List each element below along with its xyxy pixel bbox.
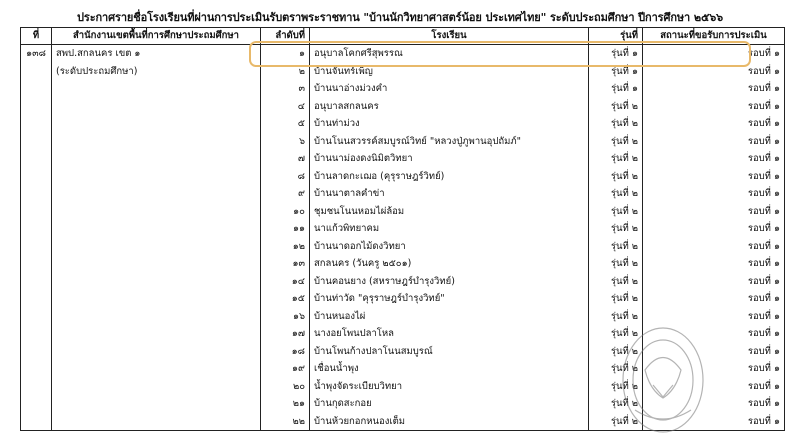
row-order: ๑๖ (261, 308, 310, 326)
table-row (21, 63, 785, 81)
row-status: รอบที่ ๑ (643, 203, 785, 221)
row-round: รุ่นที่ ๑ (589, 63, 643, 81)
table-row (21, 80, 785, 98)
row-school: บ้านคอนยาง (สหราษฎร์บำรุงวิทย์) (310, 273, 589, 291)
row-status: รอบที่ ๑ (643, 378, 785, 396)
row-status: รอบที่ ๑ (643, 255, 785, 273)
row-order: ๗ (261, 150, 310, 168)
row-order: ๓ (261, 80, 310, 98)
row-round: รุ่นที่ ๒ (589, 413, 643, 431)
row-no: ๑๓๘ (21, 45, 52, 63)
row-status: รอบที่ ๑ (643, 185, 785, 203)
row-school: บ้านลาดกะเฌอ (คุรุราษฎร์วิทย์) (310, 168, 589, 186)
row-round: รุ่นที่ ๒ (589, 133, 643, 151)
row-school: บ้านห้วยกอกหนองเต็ม (310, 413, 589, 431)
row-school: เชื่อนน้ำพุง (310, 360, 589, 378)
row-no (21, 308, 52, 326)
row-order: ๑ (261, 45, 310, 63)
row-office (52, 378, 261, 396)
row-status: รอบที่ ๑ (643, 273, 785, 291)
table-row (21, 290, 785, 308)
row-school: นาแก้วพิทยาคม (310, 220, 589, 238)
row-no (21, 185, 52, 203)
row-no (21, 133, 52, 151)
row-round: รุ่นที่ ๒ (589, 203, 643, 221)
table-row (21, 360, 785, 378)
row-status: รอบที่ ๑ (643, 343, 785, 361)
header-order: ลำดับที่ (261, 28, 310, 45)
row-office (52, 413, 261, 431)
page-title: ประกาศรายชื่อโรงเรียนที่ผ่านการประเมินรับตราพระราชทาน "บ้านนักวิทยาศาสตร์น้อย ประเทศไทย" ระดับประถมศึกษา ปีการศึกษา ๒๕๖๖ (77, 11, 723, 24)
row-school: บ้านนาตาลคำข่า (310, 185, 589, 203)
row-no (21, 325, 52, 343)
row-status: รอบที่ ๑ (643, 238, 785, 256)
row-school: บ้านหนองไผ่ (310, 308, 589, 326)
row-office: สพป.สกลนคร เขต ๑ (52, 45, 261, 63)
row-round: รุ่นที่ ๒ (589, 115, 643, 133)
header-office: สำนักงานเขตพื้นที่การศึกษาประถมศึกษา (52, 28, 261, 45)
table-header-row (21, 28, 785, 45)
row-order: ๒๐ (261, 378, 310, 396)
row-order: ๑๓ (261, 255, 310, 273)
row-school: บ้านนาม่องดงนิมิตวิทยา (310, 150, 589, 168)
table-row (21, 238, 785, 256)
row-no (21, 115, 52, 133)
row-round: รุ่นที่ ๒ (589, 308, 643, 326)
table-row (21, 308, 785, 326)
row-school: บ้านท่าวัด "คุรุราษฎร์บำรุงวิทย์" (310, 290, 589, 308)
row-no (21, 273, 52, 291)
row-order: ๒ (261, 63, 310, 81)
table-row (21, 115, 785, 133)
row-no (21, 360, 52, 378)
row-office (52, 168, 261, 186)
row-status: รอบที่ ๑ (643, 168, 785, 186)
row-office (52, 325, 261, 343)
table-row (21, 203, 785, 221)
row-status: รอบที่ ๑ (643, 360, 785, 378)
row-school: บ้านท่าม่วง (310, 115, 589, 133)
row-office (52, 185, 261, 203)
row-office (52, 308, 261, 326)
row-order: ๖ (261, 133, 310, 151)
row-round: รุ่นที่ ๒ (589, 150, 643, 168)
row-status: รอบที่ ๑ (643, 80, 785, 98)
row-round: รุ่นที่ ๒ (589, 185, 643, 203)
row-school: บ้านนาอ่างม่วงคำ (310, 80, 589, 98)
row-round: รุ่นที่ ๒ (589, 273, 643, 291)
table-row (21, 255, 785, 273)
row-school: อนุบาลสกลนคร (310, 98, 589, 116)
row-status: รอบที่ ๑ (643, 290, 785, 308)
row-order: ๑๑ (261, 220, 310, 238)
row-status: รอบที่ ๑ (643, 45, 785, 63)
row-status: รอบที่ ๑ (643, 325, 785, 343)
table-row (21, 150, 785, 168)
row-office (52, 360, 261, 378)
row-no (21, 220, 52, 238)
row-round: รุ่นที่ ๑ (589, 80, 643, 98)
table-row (21, 343, 785, 361)
row-order: ๑๗ (261, 325, 310, 343)
table-row (21, 273, 785, 291)
table-row (21, 185, 785, 203)
row-order: ๒๒ (261, 413, 310, 431)
table-row (21, 98, 785, 116)
table-row (21, 325, 785, 343)
row-office (52, 80, 261, 98)
row-school: อนุบาลโคกศรีสุพรรณ (310, 45, 589, 63)
row-round: รุ่นที่ ๒ (589, 360, 643, 378)
row-round: รุ่นที่ ๒ (589, 220, 643, 238)
table-row (21, 45, 785, 63)
school-table (20, 27, 785, 431)
row-no (21, 343, 52, 361)
table-row (21, 220, 785, 238)
row-round: รุ่นที่ ๒ (589, 290, 643, 308)
row-status: รอบที่ ๑ (643, 395, 785, 413)
row-order: ๕ (261, 115, 310, 133)
row-school: บ้านโพนก้างปลาโนนสมบูรณ์ (310, 343, 589, 361)
row-round: รุ่นที่ ๑ (589, 45, 643, 63)
row-office (52, 273, 261, 291)
row-order: ๘ (261, 168, 310, 186)
row-order: ๒๑ (261, 395, 310, 413)
row-office (52, 290, 261, 308)
row-no (21, 255, 52, 273)
row-order: ๔ (261, 98, 310, 116)
row-office (52, 220, 261, 238)
row-round: รุ่นที่ ๒ (589, 325, 643, 343)
table-row (21, 133, 785, 151)
row-status: รอบที่ ๑ (643, 115, 785, 133)
row-office (52, 238, 261, 256)
row-office: (ระดับประถมศึกษา) (52, 63, 261, 81)
row-order: ๑๐ (261, 203, 310, 221)
row-status: รอบที่ ๑ (643, 413, 785, 431)
header-school: โรงเรียน (310, 28, 589, 45)
row-status: รอบที่ ๑ (643, 308, 785, 326)
row-office (52, 98, 261, 116)
row-no (21, 80, 52, 98)
row-office (52, 255, 261, 273)
table-row (21, 413, 785, 431)
row-no (21, 395, 52, 413)
row-round: รุ่นที่ ๒ (589, 98, 643, 116)
row-round: รุ่นที่ ๒ (589, 378, 643, 396)
row-school: ชุมชนโนนหอมไผ่ล้อม (310, 203, 589, 221)
row-school: บ้านกุดสะกอย (310, 395, 589, 413)
row-no (21, 290, 52, 308)
row-status: รอบที่ ๑ (643, 220, 785, 238)
row-status: รอบที่ ๑ (643, 98, 785, 116)
row-office (52, 203, 261, 221)
row-order: ๙ (261, 185, 310, 203)
row-no (21, 63, 52, 81)
row-school: นางอยโพนปลาโหล (310, 325, 589, 343)
row-no (21, 98, 52, 116)
table-row (21, 168, 785, 186)
row-order: ๑๔ (261, 273, 310, 291)
table-body (21, 45, 785, 431)
row-no (21, 203, 52, 221)
row-round: รุ่นที่ ๒ (589, 255, 643, 273)
row-school: บ้านจันทร์เพ็ญ (310, 63, 589, 81)
row-no (21, 150, 52, 168)
row-no (21, 413, 52, 431)
row-round: รุ่นที่ ๒ (589, 395, 643, 413)
row-office (52, 343, 261, 361)
row-no (21, 378, 52, 396)
table-row (21, 378, 785, 396)
row-no (21, 238, 52, 256)
row-office (52, 150, 261, 168)
row-round: รุ่นที่ ๒ (589, 168, 643, 186)
row-office (52, 133, 261, 151)
row-no (21, 168, 52, 186)
row-school: บ้านโนนสวรรค์สมบูรณ์วิทย์ "หลวงปู่ภูพานอุปถัมภ์" (310, 133, 589, 151)
row-round: รุ่นที่ ๒ (589, 238, 643, 256)
header-status: สถานะที่ขอรับการประเมิน (643, 28, 785, 45)
header-round: รุ่นที่ (589, 28, 643, 45)
row-order: ๑๕ (261, 290, 310, 308)
row-order: ๑๒ (261, 238, 310, 256)
row-status: รอบที่ ๑ (643, 133, 785, 151)
row-office (52, 115, 261, 133)
row-status: รอบที่ ๑ (643, 150, 785, 168)
row-office (52, 395, 261, 413)
header-no: ที่ (21, 28, 52, 45)
row-round: รุ่นที่ ๒ (589, 343, 643, 361)
row-status: รอบที่ ๑ (643, 63, 785, 81)
row-school: บ้านนาดอกไม้ดงวิทยา (310, 238, 589, 256)
row-school: สกลนคร (วันครู ๒๕๐๑) (310, 255, 589, 273)
row-school: น้ำพุงจัดระเบียบวิทยา (310, 378, 589, 396)
table-row (21, 395, 785, 413)
row-order: ๑๙ (261, 360, 310, 378)
row-order: ๑๘ (261, 343, 310, 361)
